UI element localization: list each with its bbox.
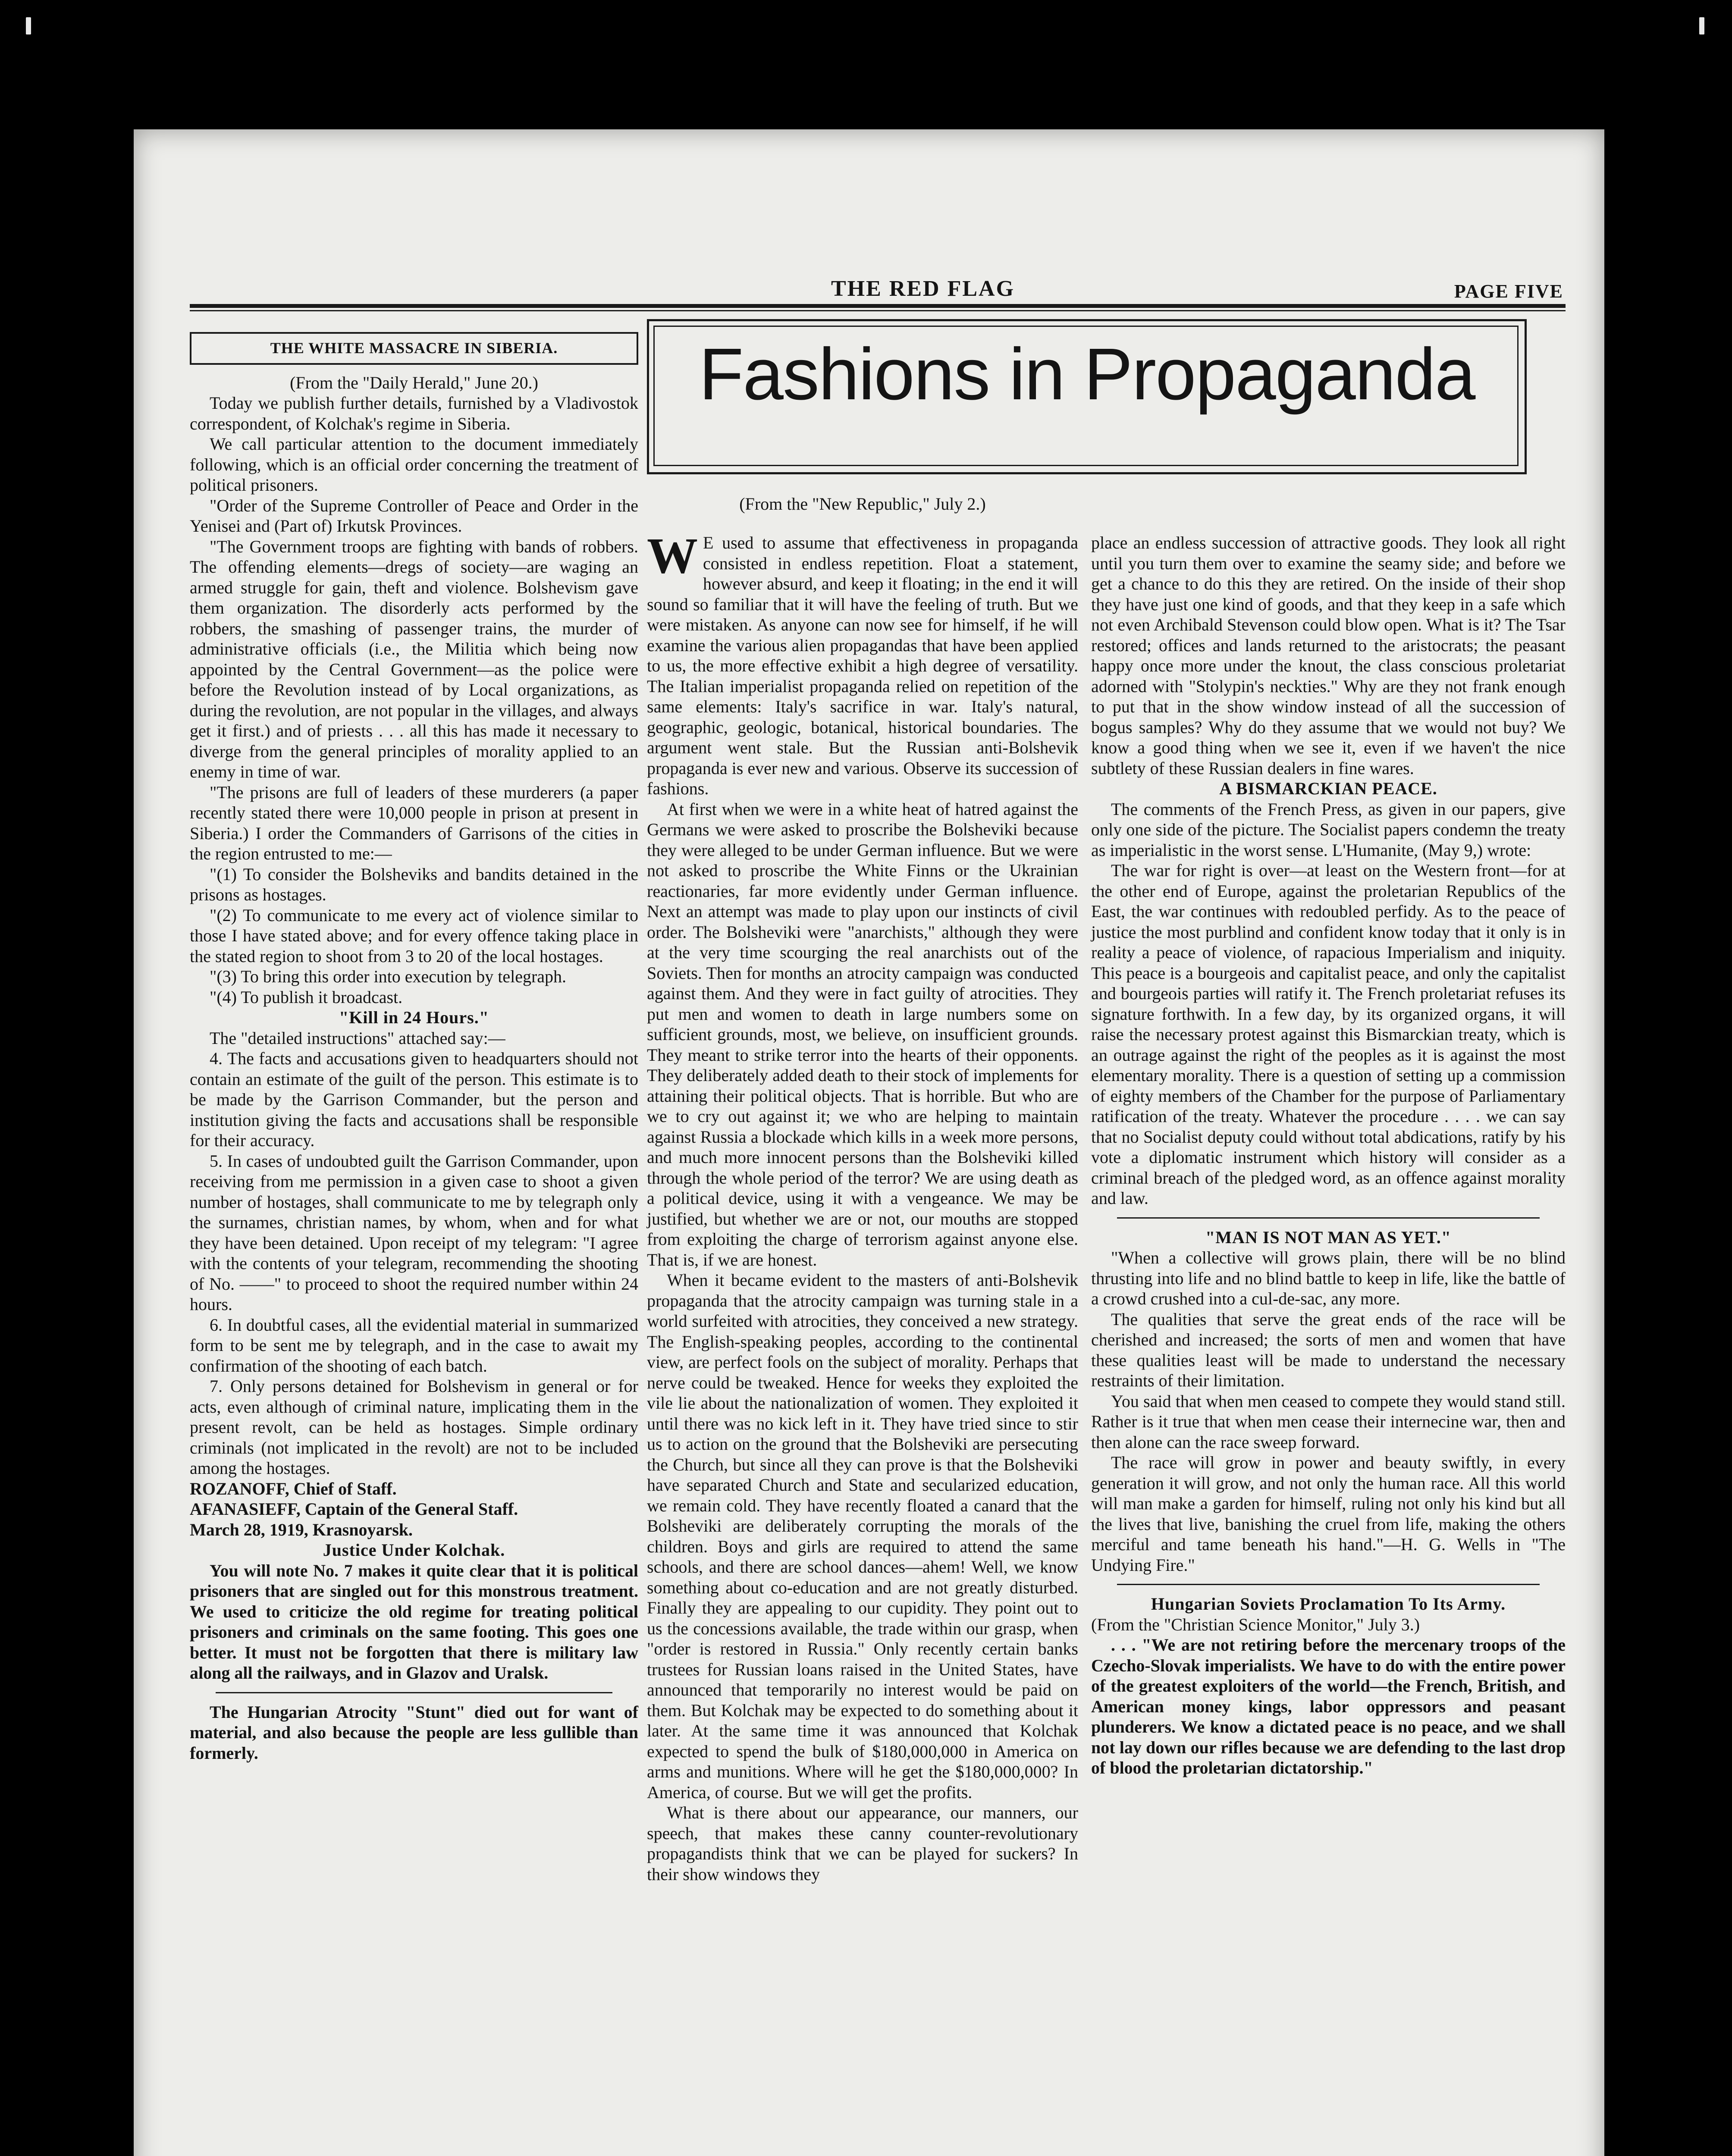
article-source: (From the "Christian Science Monitor," July 3.) bbox=[1091, 1614, 1420, 1634]
paragraph: "The Government troops are fighting with bands of robbers. The offending elements—dregs of society—are waging an armed struggle for gain, theft and violence. Bolshevism gave them organization. The disorderly acts performed by the robbers, the smashing of passenger trains, the murder of administrative officials (i.e., the Militia which being now appointed by the Central Government—as the police were before the Revolution instead of by Local organizations, as during the revolution, are not popular in the villages, and always get it first.) and of priests . . . all this has made it necessary to diverge from the general principles of morality applied to an enemy in time of war. bbox=[190, 536, 638, 781]
paragraph: "When a collective will grows plain, there will be no blind thrusting into life and no blind battle to keep in life, like the battle of a crowd crushed into a cul-de-sac, any more. bbox=[1091, 1248, 1566, 1308]
paragraph: The comments of the French Press, as given in our papers, give only one side of the picture. The Socialist papers condemn the treaty as imperialistic in the worst sense. L'Humanite, (May 9,) wrote: bbox=[1091, 799, 1566, 860]
headline-fashions-in-propaganda: Fashions in Propaganda bbox=[699, 333, 1475, 415]
masthead-title: THE RED FLAG bbox=[831, 276, 1015, 301]
paragraph: The Hungarian Atrocity "Stunt" died out for want of material, and also because the people are less gullible than formerly. bbox=[190, 1702, 638, 1763]
column-middle bbox=[647, 527, 1078, 1884]
paragraph: You said that when men ceased to compete they would stand still. Rather is it true that when men cease their internecine war, then and then alone can the race sweep forward. bbox=[1091, 1391, 1566, 1452]
paragraph: 7. Only persons detained for Bolshevism in general or for acts, even although of criminal nature, implicating them in the present revolt, can be held as hostages. Simple ordinary criminals (not implicated in the revolt) are not to be included among the hostages. bbox=[190, 1376, 638, 1478]
heading-bismarckian-peace: A BISMARCKIAN PEACE. bbox=[1219, 779, 1437, 798]
paragraph: The race will grow in power and beauty swiftly, in every generation it will grow, and not only the human race. All this world will man make a garden for himself, ruling not only his kind but all the lives that live, banishing the cruel from life, making the others merciful and tame beneath his hand."—H. G. Wells in "The Undying Fire." bbox=[1091, 1453, 1566, 1575]
divider bbox=[216, 1692, 612, 1693]
paragraph: When it became evident to the masters of anti-Bolshevik propaganda that the atrocity campaign was turning stale in a world surfeited with atrocities, they conceived a new strategy. The English-speaking peoples, according to the continental view, are perfect fools on the subject of morality. Perhaps that nerve could be tweaked. Hence for weeks they exploited the vile lie about the nationalization of women. They exploited it until there was no kick left in it. They have tried since to stir us to action on the ground that the Bolsheviki are persecuting the Church, but since all they can prove is that the Bolsheviki have separated Church and State and secularized education, we remain cold. They have recently floated a canard that the Bolsheviki are deliberately corrupting the morals of the children. Boys and girls are required to attend the same schools, and there are school dances—ahem! Well, we know something about co-education and are not greatly disturbed. Finally they are appealing to our cupidity. They point out to us the concessions available, the trade within our grasp, when "order is restored in Russia." Only recently certain banks trustees for Russian loans raised in the United States, have announced that temporarily no interest would be paid on them. But Kolchak may be expected to do something about it later. At the same time it was announced that Kolchak expected to spend the bulk of $180,000,000 in America on arms and munitions. Where will he get the $180,000,000? In America, of course. But we will get the profits. bbox=[647, 1270, 1078, 1802]
paragraph: "(2) To communicate to me every act of violence similar to those I have stated above; and for every offence taking place in the stated region to shoot from 3 to 20 of the local hostages. bbox=[190, 905, 638, 966]
paragraph: 5. In cases of undoubted guilt the Garrison Commander, upon receiving from me permission in a given case to shoot a given number of hostages, shall communicate to me by telegraph only the surnames, christian names, by whom, when and for what they have been detained. Upon receipt of my telegram: "I agree with the contents of your telegram, recommending the shooting of No. ——" to proceed to shoot the required number within 24 hours. bbox=[190, 1151, 638, 1314]
newspaper-page bbox=[134, 129, 1604, 2156]
paragraph: The "detailed instructions" attached say:— bbox=[210, 1028, 505, 1048]
paragraph: We call particular attention to the document immediately following, which is an official order concerning the treatment of political prisoners. bbox=[190, 434, 638, 495]
paragraph: "(1) To consider the Bolsheviks and bandits detained in the prisons as hostages. bbox=[190, 864, 638, 904]
heading-hungarian-soviets: Hungarian Soviets Proclamation To Its Army. bbox=[1151, 1594, 1506, 1614]
heading-man-is-not-man: "MAN IS NOT MAN AS YET." bbox=[1205, 1227, 1451, 1247]
signature-date: March 28, 1919, Krasnoyarsk. bbox=[190, 1520, 413, 1539]
article-source: (From the "New Republic," July 2.) bbox=[739, 494, 986, 514]
article-source: (From the "Daily Herald," June 20.) bbox=[290, 373, 538, 392]
paragraph: You will note No. 7 makes it quite clear that it is political prisoners that are singled out for this monstrous treatment. We used to criticize the old regime for treating political prisoners and criminals on the same footing. This goes one better. It must not be forgotten that there is military law along all the railways, and in Glazov and Uralsk. bbox=[190, 1561, 638, 1683]
paragraph: place an endless succession of attractive goods. They look all right until you turn them over to examine the seamy side; and before we get a chance to do this they are retired. On the inside of their shop they have just one kind of goods, and that they keep in a safe which not even Archibald Stevenson could blow open. What is it? The Tsar restored; offices and lands returned to the aristocrats; the peasant happy once more under the knout, the class conscious proletariat adorned with "Stolypin's neckties." Why are they not frank enough to put that in the show window instead of all the succession of bogus samples? Why do they assume that we would not buy? We know a good thing when we see it, even if we haven't the nice subtlety of these Russian dealers in fine wares. bbox=[1091, 533, 1566, 778]
divider bbox=[1117, 1584, 1540, 1585]
paragraph: What is there about our appearance, our manners, our speech, that makes these canny counter-revolutionary propagandists think that we can be played for suckers? In their show windows they bbox=[647, 1803, 1078, 1884]
paragraph: 6. In doubtful cases, all the evidential material in summarized form to be sent me by telegraph, and in the case to await my confirmation of the shooting of each batch. bbox=[190, 1315, 638, 1376]
film-sprocket bbox=[26, 17, 31, 34]
header-rule-thin bbox=[190, 310, 1566, 311]
paragraph: The qualities that serve the great ends of the race will be cherished and increased; the sorts of men and women that have these qualities least will be made to understand the necessary restraints of their limitation. bbox=[1091, 1309, 1566, 1390]
signature: AFANASIEFF, Captain of the General Staff. bbox=[190, 1499, 518, 1519]
column-right bbox=[1091, 533, 1566, 1778]
subheading-kill-24-hours: "Kill in 24 Hours." bbox=[339, 1008, 489, 1027]
paragraph: "The prisons are full of leaders of these murderers (a paper recently stated there were 10,000 people in prison at present in Siberia.) I order the Commanders of Garrisons of the cities in the region entrusted to me:— bbox=[190, 782, 638, 863]
paragraph: Today we publish further details, furnished by a Vladivostok correspondent, of Kolchak's regime in Siberia. bbox=[190, 393, 638, 433]
page-number: PAGE FIVE bbox=[1454, 281, 1563, 302]
paragraph: "Order of the Supreme Controller of Peace and Order in the Yenisei and (Part of) Irkutsk Provinces. bbox=[190, 495, 638, 536]
film-sprocket bbox=[1699, 17, 1704, 34]
paragraph: "(3) To bring this order into execution by telegraph. bbox=[210, 967, 567, 986]
column-left bbox=[190, 332, 638, 1763]
paragraph: The war for right is over—at least on the Western front—for at the other end of Europe, against the proletarian Republics of the East, the war continues with redoubled perfidy. As to the peace of justice the most purblind and confident know today that it only is in reality a peace of violence, of rapacious Imperialism and iniquity. This peace is a bourgeois and capitalist peace, and only the capitalist and bourgeois parties will ratify it. The French proletariat refuses its signature forthwith. In a few day, by its organized organs, it will raise the necessary protest against this Bismarckian treaty, which is an outrage against the right of the peoples as it is against the most elementary morality. There is a question of setting up a commission of eighty members of the Chamber for the purpose of Parliamentary ratification of the treaty. Whatever the procedure . . . . we can say that no Socialist deputy could without total abdications, ratify by his vote a diplomatic instrument which history will consider as a criminal breach of the pledged word, as an offence against morality and law. bbox=[1091, 861, 1566, 1208]
article-heading-white-massacre: THE WHITE MASSACRE IN SIBERIA. bbox=[190, 332, 638, 365]
paragraph: . . . "We are not retiring before the mercenary troops of the Czecho-Slovak imperialists. We have to do with the entire power of the greatest exploiters of the world—the French, British, and American money kings, labor oppressors and peasant plunderers. We know a dictated peace is no peace, and we shall not lay down our rifles because we are defending to the last drop of blood the proletarian dictatorship." bbox=[1091, 1635, 1566, 1777]
paragraph: W E used to assume that effectiveness in propaganda consisted in endless repetition. Float a statement, however absurd, and keep it floating; in the end it will sound so familiar that it will have the feeling of truth. But we were mistaken. As anyone can now see for himself, if he will examine the various alien propagandas that have been applied to us, the more effective exhibit a high degree of versatility. The Italian imperialist propaganda relied on repetition of the same elements: Italy's sacrifice in war. Italy's natural, geographic, geologic, botanical, historical boundaries. The argument went stale. But the Russian anti-Bolshevik propaganda is ever new and various. Observe its succession of fashions. bbox=[647, 527, 1078, 798]
paragraph: 4. The facts and accusations given to headquarters should not contain an estimate of the guilt of the person. This estimate is to be made by the Garrison Commander, but the person and institution giving the facts and accusations shall be responsible for their accuracy. bbox=[190, 1049, 638, 1150]
paragraph: "(4) To publish it broadcast. bbox=[210, 987, 403, 1007]
divider bbox=[1117, 1217, 1540, 1219]
paragraph: At first when we were in a white heat of hatred against the Germans we were asked to proscribe the Bolsheviki because they were alleged to be under German influence. But we were not asked to proscribe the White Finns or the Ukrainian reactionaries, far more evidently under German influence. Next an attempt was made to play upon our instincts of civil order. The Bolsheviki were "anarchists," although they were at the very time scourging the real anarchists out of the Soviets. Then for months an atrocity campaign was conducted against them. And they were in fact guilty of atrocities. They put men and women to death in large numbers some on sufficient grounds, most, we believe, on insufficient grounds. They meant to strike terror into the hearts of their opponents. They deliberately added death to their stock of implements for attaining their political objects. That is horrible. But who are we to cry out against it; we who are helping to maintain against Russia a blockade which kills in a week more persons, and much more innocent persons than the Bolsheviki killed through the whole period of the terror? We are using death as a political device, using it with a vengeance. We may be justified, but whether we are or not, our mouths are stopped from exploiting the charge of terrorism against anyone else. That is, if we are honest. bbox=[647, 799, 1078, 1269]
subheading-justice-under-kolchak: Justice Under Kolchak. bbox=[323, 1540, 505, 1560]
drop-cap: W bbox=[647, 527, 698, 584]
header-rule bbox=[190, 304, 1566, 308]
signature: ROZANOFF, Chief of Staff. bbox=[190, 1479, 397, 1498]
